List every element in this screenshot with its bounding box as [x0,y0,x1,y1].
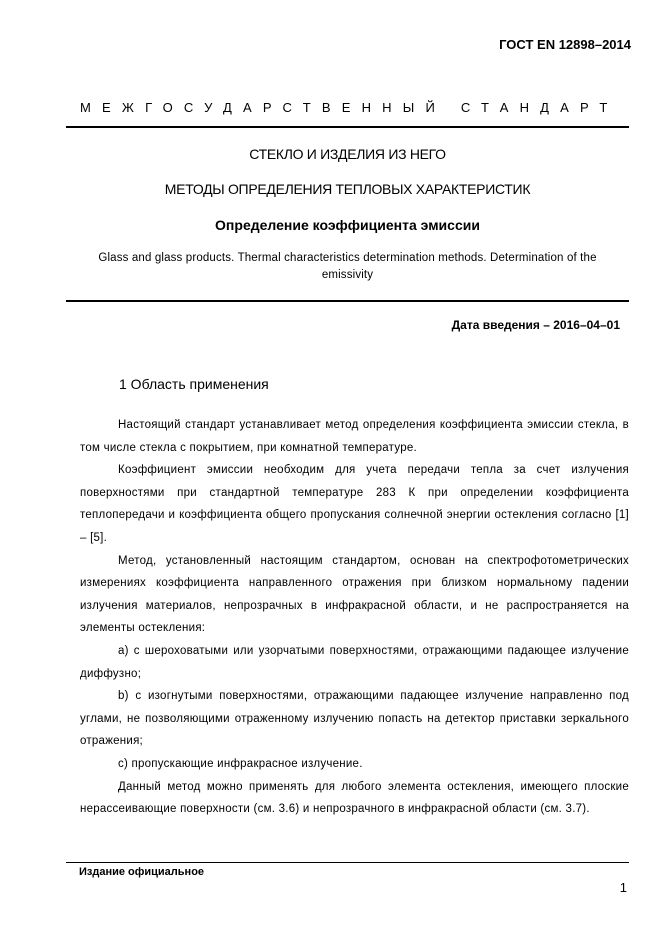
document-code: ГОСТ EN 12898–2014 [499,37,631,52]
list-item: c) пропускающие инфракрасное излучение. [118,757,363,770]
list-item: а) с шероховатыми или узорчатыми поверхностями, отражающими падающее излучение диффузно; [80,644,629,680]
title-line-1: СТЕКЛО И ИЗДЕЛИЯ ИЗ НЕГО [249,146,446,162]
title-divider [66,300,629,302]
title-line-3: Определение коэффициента эмиссии [215,217,480,233]
footer-divider [66,862,629,863]
section-body [80,414,629,821]
english-title: Glass and glass products. Thermal characteristics determination methods. Determination of the emissivity [98,252,597,281]
paragraph: Настоящий стандарт устанавливает метод определения коэффициента эмиссии стекла, в том числе стекла с покрытием, при комнатной температуре. [80,419,629,454]
header-divider [66,126,629,128]
paragraph: Данный метод можно применять для любого элемента остекления, имеющего плоские нерассеивающие поверхности (см. 3.6) и непрозрачного в инфракрасной области (см. 3.7). [80,780,629,816]
interstate-standard-label: МЕЖГОСУДАРСТВЕННЫЙ СТАНДАРТ [80,100,619,115]
title-line-2: МЕТОДЫ ОПРЕДЕЛЕНИЯ ТЕПЛОВЫХ ХАРАКТЕРИСТИК [164,181,531,197]
list-item: b) с изогнутыми поверхностями, отражающими падающее излучение направленно под углами, не позволяющими отраженному излучению попасть на детектор приставки зеркального отражения; [80,690,629,748]
paragraph: Метод, установленный настоящим стандартом, основан на спектрофотометрических измерениях коэффициента направленного отражения при близком нормальному падении излучения материалов, непрозрачных в инфракрасной области, и не распространяется на элементы остекления: [80,554,629,635]
section-heading: 1 Область применения [119,376,269,392]
page-number: 1 [619,880,627,895]
edition-label: Издание официальное [79,866,205,878]
introduction-date: Дата введения – 2016–04–01 [451,318,620,332]
paragraph: Коэффициент эмиссии необходим для учета передачи тепла за счет излучения поверхностями при стандартной температуре 283 К при определении коэффициента теплопередачи и коэффициента общего пропускания солнечной энергии остекления согласно [1] – [5]. [80,464,629,544]
